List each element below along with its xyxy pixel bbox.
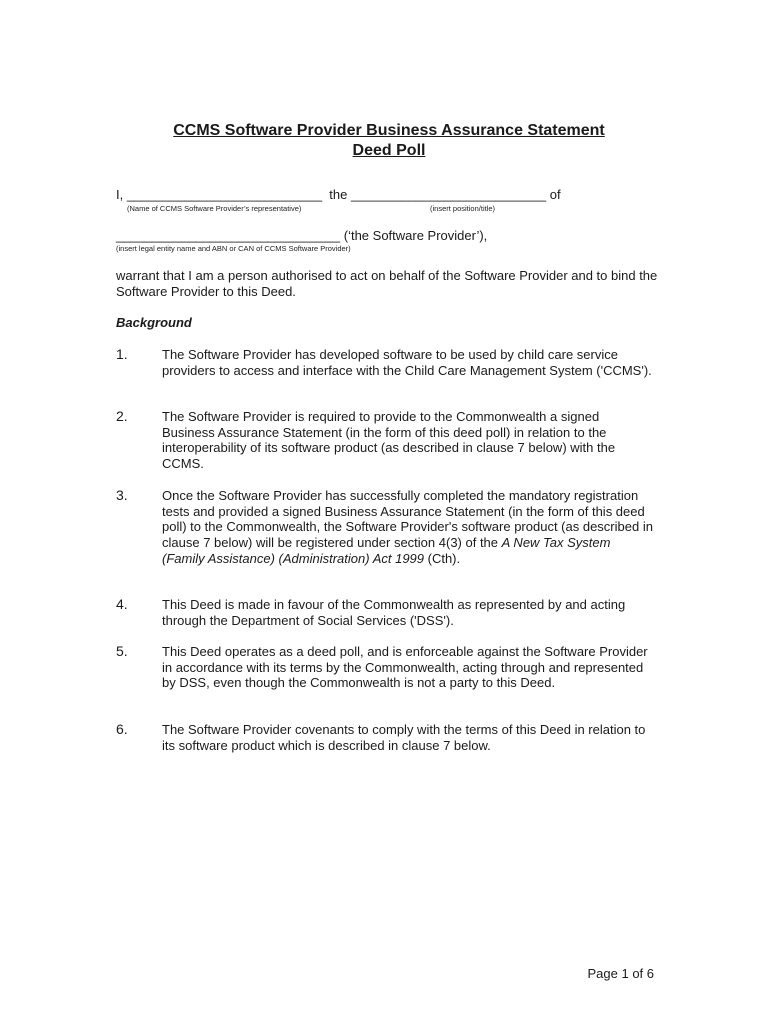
representative-name-caption: (Name of CCMS Software Provider’s representative) <box>127 204 302 213</box>
intro-paragraph: warrant that I am a person authorised to act on behalf of the Software Provider and to bind the Software Provider to this Deed. <box>116 268 658 299</box>
page-number: Page 1 of 6 <box>587 966 654 981</box>
clause-text-part: (Cth). <box>424 550 461 566</box>
position-title-caption: (insert position/title) <box>430 204 496 213</box>
clause-number: 3. <box>116 487 128 503</box>
background-heading: Background <box>116 315 192 330</box>
legal-entity-caption: (insert legal entity name and ABN or CAN of CCMS Software Provider) <box>116 244 351 253</box>
clause-number: 1. <box>116 346 128 362</box>
clause-number: 5. <box>116 643 128 659</box>
clause-text: The Software Provider is required to provide to the Commonwealth a signed Business Assurance Statement (in the form of this deed poll) in relation to the interoperability of its software product (as described in clause 7 below) with the CCMS. <box>162 409 616 472</box>
clause-text <box>162 488 654 567</box>
document-title-line-2: Deed Poll <box>352 142 426 159</box>
clause-text: The Software Provider has developed software to be used by child care service providers to access and interface with the Child Care Management System ('CCMS'). <box>162 347 652 378</box>
software-provider-blank-line: _______________________________ (‘the Software Provider’), <box>116 228 488 243</box>
act-title: A New Tax System (Family Assistance) (Administration) Act 1999 <box>162 535 611 566</box>
document-title-line-1: CCMS Software Provider Business Assurance Statement <box>173 122 605 139</box>
name-position-blank-line: I, ___________________________ the ___________________________ of <box>116 187 561 202</box>
clause-number: 6. <box>116 721 128 737</box>
clause-number: 2. <box>116 408 128 424</box>
clause-number: 4. <box>116 596 128 612</box>
clause-text-part: Once the Software Provider has successfully completed the mandatory registration tests and provided a signed Business Assurance Statement (in the form of this deed poll) to the Commonwealth, the Software Provider's software product (as described in clause 7 below) will be registered under section 4(3) of the <box>162 488 653 551</box>
clause-text: This Deed is made in favour of the Commonwealth as represented by and acting through the Department of Social Services ('DSS'). <box>162 597 626 628</box>
clause-text: The Software Provider covenants to comply with the terms of this Deed in relation to its software product which is described in clause 7 below. <box>162 722 646 753</box>
clause-text: This Deed operates as a deed poll, and is enforceable against the Software Provider in accordance with its terms by the Commonwealth, acting through and represented by DSS, even though the Commonwealth is not a party to this Deed. <box>162 644 648 691</box>
